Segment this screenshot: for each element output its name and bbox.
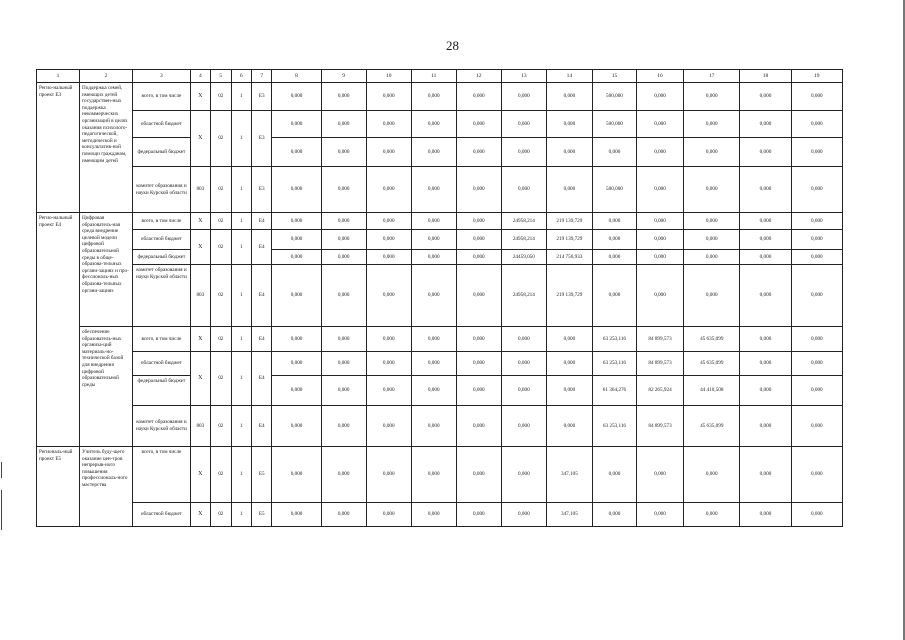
value-cell: 24958,214 [501,213,546,230]
header-cell: 17 [684,70,740,83]
header-cell: 13 [501,70,546,83]
value-cell: 0,000 [684,250,740,265]
value-cell: 61 364,276 [592,376,636,406]
value-cell: 63 253,116 [592,406,636,447]
event-cell: Учитель буду-щего оказание цен-тров непрерыв-ного повышения профессиональ-ного мастерства [80,447,133,527]
table-row [37,327,843,352]
value-cell: 0,000 [411,167,456,213]
value-cell: 0,000 [740,138,791,167]
value-cell: 214 756,933 [546,250,592,265]
value-cell: 0,000 [321,138,366,167]
value-cell: 45 635,099 [684,406,740,447]
value-cell: 0,000 [501,83,546,111]
value-cell: 500,000 [592,111,636,138]
value-cell: 0,000 [321,327,366,352]
code-cell: Е5 [252,503,272,527]
value-cell: 0,000 [272,327,321,352]
value-cell: 0,000 [272,230,321,250]
table-row [37,83,843,111]
source-cell: всего, в том числе [133,83,190,111]
value-cell: 0,000 [546,376,592,406]
event-cell: Поддержка семей, имеющих детей государствен-ных поддержка некоммерческих организаций в целях оказания психолого-педагогической, методической и консультатив-ной помощи гражданам, имеющим детей [80,83,133,213]
value-cell: 0,000 [411,352,456,376]
header-cell: 12 [456,70,501,83]
value-cell: 0,000 [501,376,546,406]
source-cell: федеральный бюджет [133,138,190,167]
value-cell: 0,000 [636,250,683,265]
value-cell: 0,000 [456,111,501,138]
code-cell: X [190,503,210,527]
value-cell: 45 635,099 [684,327,740,352]
value-cell: 0,000 [636,213,683,230]
page-number: 28 [446,38,459,53]
source-cell: комитет образования и науки Курской области [133,265,190,327]
value-cell: 0,000 [411,265,456,327]
value-cell: 0,000 [592,250,636,265]
code-cell: Е3 [252,167,272,213]
value-cell: 0,000 [456,265,501,327]
value-cell: 84 899,573 [636,352,683,376]
value-cell: 0,000 [501,327,546,352]
value-cell: 0,000 [456,213,501,230]
code-cell: X [190,230,210,265]
code-cell: 1 [231,352,251,406]
source-cell: всего, в том числе [133,213,190,230]
value-cell: 0,000 [456,83,501,111]
code-cell: 02 [211,265,231,327]
header-cell: 5 [211,70,231,83]
value-cell: 0,000 [272,250,321,265]
code-cell: 02 [211,111,231,167]
code-cell: Е4 [252,265,272,327]
value-cell: 0,000 [791,138,842,167]
value-cell: 0,000 [366,406,411,447]
source-cell: комитет образования и науки Курской области [133,167,190,213]
value-cell: 0,000 [411,376,456,406]
code-cell: 1 [231,447,251,503]
code-cell: 02 [211,406,231,447]
value-cell: 0,000 [411,250,456,265]
value-cell: 0,000 [366,352,411,376]
value-cell: 0,000 [791,265,842,327]
value-cell: 0,000 [272,111,321,138]
value-cell: 24958,214 [501,230,546,250]
value-cell: 0,000 [366,503,411,527]
value-cell: 0,000 [636,230,683,250]
source-cell: областной бюджет [133,503,190,527]
value-cell: 0,000 [411,406,456,447]
table-row [37,111,843,138]
code-cell: Е4 [252,327,272,352]
value-cell: 0,000 [791,213,842,230]
value-cell: 0,000 [456,352,501,376]
value-cell: 0,000 [501,111,546,138]
source-cell: всего, в том числе [133,447,190,503]
value-cell: 0,000 [321,447,366,503]
value-cell: 0,000 [456,406,501,447]
header-cell: 10 [366,70,411,83]
value-cell: 0,000 [546,83,592,111]
code-cell: 1 [231,265,251,327]
value-cell: 0,000 [636,83,683,111]
table-row [37,138,843,167]
table-row [37,250,843,265]
table-row [37,213,843,230]
value-cell: 0,000 [501,406,546,447]
header-cell: 15 [592,70,636,83]
value-cell: 0,000 [740,250,791,265]
value-cell: 0,000 [636,447,683,503]
code-cell: 803 [190,406,210,447]
value-cell: 0,000 [791,352,842,376]
value-cell: 0,000 [411,111,456,138]
code-cell: X [190,111,210,167]
value-cell: 0,000 [321,213,366,230]
value-cell: 44 410,508 [684,376,740,406]
table-row [37,503,843,527]
value-cell: 0,000 [636,111,683,138]
code-cell: X [190,213,210,230]
value-cell: 0,000 [592,138,636,167]
value-cell: 0,000 [636,138,683,167]
value-cell: 0,000 [366,138,411,167]
value-cell: 0,000 [501,503,546,527]
value-cell: 0,000 [272,265,321,327]
source-cell: федеральный бюджет [133,250,190,265]
code-cell: 02 [211,447,231,503]
value-cell: 0,000 [636,265,683,327]
binding-mark [1,490,2,530]
source-cell: областной бюджет [133,111,190,138]
value-cell: 219 139,729 [546,265,592,327]
value-cell: 0,000 [740,352,791,376]
value-cell: 0,000 [411,327,456,352]
code-cell: 803 [190,265,210,327]
code-cell: 02 [211,327,231,352]
value-cell: 0,000 [546,167,592,213]
value-cell: 219 139,729 [546,230,592,250]
value-cell: 0,000 [684,111,740,138]
value-cell: 0,000 [321,503,366,527]
value-cell: 0,000 [411,83,456,111]
value-cell: 0,000 [791,250,842,265]
header-cell: 16 [636,70,683,83]
value-cell: 0,000 [411,230,456,250]
value-cell: 0,000 [321,265,366,327]
value-cell: 0,000 [684,167,740,213]
value-cell: 0,000 [740,230,791,250]
header-cell: 14 [546,70,592,83]
table-row [37,376,843,406]
value-cell: 0,000 [740,213,791,230]
value-cell: 0,000 [366,213,411,230]
binding-mark [1,462,2,478]
value-cell: 0,000 [321,406,366,447]
table-row [37,167,843,213]
value-cell: 0,000 [272,138,321,167]
code-cell: 1 [231,327,251,352]
value-cell: 0,000 [740,503,791,527]
value-cell: 24958,214 [501,265,546,327]
header-cell: 19 [791,70,842,83]
value-cell: 0,000 [272,447,321,503]
value-cell: 0,000 [791,503,842,527]
value-cell: 0,000 [272,167,321,213]
value-cell: 0,000 [411,213,456,230]
value-cell: 0,000 [791,327,842,352]
value-cell: 82 265,924 [636,376,683,406]
code-cell: 02 [211,352,231,406]
code-cell: 1 [231,111,251,167]
value-cell: 0,000 [546,111,592,138]
value-cell: 0,000 [321,376,366,406]
value-cell: 0,000 [546,406,592,447]
value-cell: 0,000 [411,138,456,167]
project-cell: Регио-нальный проект Е4 [37,213,80,447]
value-cell: 0,000 [791,111,842,138]
value-cell: 0,000 [456,376,501,406]
header-cell: 9 [321,70,366,83]
header-cell: 8 [272,70,321,83]
value-cell: 0,000 [501,352,546,376]
code-cell: Е4 [252,230,272,265]
value-cell: 0,000 [592,265,636,327]
value-cell: 500,000 [592,167,636,213]
code-cell: 02 [211,230,231,265]
table-row [37,406,843,447]
value-cell: 0,000 [456,138,501,167]
code-cell: 1 [231,503,251,527]
value-cell: 219 139,729 [546,213,592,230]
value-cell: 0,000 [546,327,592,352]
value-cell: 0,000 [636,167,683,213]
value-cell: 347,105 [546,503,592,527]
table-row [37,447,843,503]
header-cell: 18 [740,70,791,83]
value-cell: 0,000 [740,376,791,406]
value-cell: 0,000 [272,503,321,527]
header-row [37,70,843,83]
value-cell: 0,000 [684,138,740,167]
source-cell: комитет образования и науки Курской области [133,406,190,447]
value-cell: 0,000 [592,503,636,527]
header-cell: 6 [231,70,251,83]
source-cell: всего, в том числе [133,327,190,352]
value-cell: 0,000 [321,352,366,376]
code-cell: X [190,352,210,406]
value-cell: 0,000 [592,213,636,230]
code-cell: X [190,83,210,111]
value-cell: 0,000 [366,327,411,352]
value-cell: 0,000 [272,83,321,111]
value-cell: 0,000 [272,376,321,406]
value-cell: 0,000 [456,503,501,527]
value-cell: 0,000 [684,230,740,250]
header-cell: 2 [80,70,133,83]
budget-table [36,69,843,527]
value-cell: 0,000 [366,230,411,250]
header-cell: 3 [133,70,190,83]
code-cell: Е3 [252,111,272,167]
value-cell: 84 899,573 [636,406,683,447]
code-cell: 1 [231,167,251,213]
source-cell: федеральный бюджет [133,376,190,406]
value-cell: 0,000 [411,503,456,527]
value-cell: 0,000 [321,83,366,111]
value-cell: 0,000 [321,250,366,265]
value-cell: 0,000 [501,138,546,167]
code-cell: 02 [211,167,231,213]
value-cell: 0,000 [411,447,456,503]
value-cell: 0,000 [740,265,791,327]
table-row [37,352,843,376]
value-cell: 63 253,116 [592,352,636,376]
value-cell: 0,000 [501,447,546,503]
value-cell: 0,000 [791,406,842,447]
value-cell: 0,000 [272,352,321,376]
value-cell: 0,000 [321,230,366,250]
value-cell: 0,000 [366,447,411,503]
value-cell: 0,000 [546,138,592,167]
value-cell: 0,000 [740,327,791,352]
value-cell: 0,000 [791,83,842,111]
value-cell: 84 899,573 [636,327,683,352]
value-cell: 0,000 [684,265,740,327]
value-cell: 0,000 [684,447,740,503]
value-cell: 0,000 [546,352,592,376]
code-cell: Е4 [252,352,272,406]
header-cell: 4 [190,70,210,83]
value-cell: 347,105 [546,447,592,503]
code-cell: Е4 [252,213,272,230]
code-cell: 1 [231,83,251,111]
table-row [37,265,843,327]
code-cell: 1 [231,213,251,230]
value-cell: 0,000 [366,265,411,327]
event-cell: Цифровая образователь-ная среда внедрение целевой модели цифровой образовательной среды в обще-образова-тельных органи-зациях и про-фессиональ-ных образова-тельных органи-зациях [80,213,133,327]
value-cell: 45 635,099 [684,352,740,376]
value-cell: 0,000 [456,250,501,265]
value-cell: 0,000 [321,167,366,213]
value-cell: 0,000 [684,213,740,230]
source-cell: областной бюджет [133,230,190,250]
code-cell: 02 [211,83,231,111]
code-cell: X [190,327,210,352]
value-cell: 500,000 [592,83,636,111]
value-cell: 0,000 [366,167,411,213]
value-cell: 0,000 [740,83,791,111]
value-cell: 0,000 [791,447,842,503]
table-row [37,230,843,250]
event-cell: обеспечение образователь-ных организа-ций материаль-но-технической базой для внедрения цифровой образовательной среды [80,327,133,447]
value-cell: 0,000 [456,167,501,213]
value-cell: 0,000 [456,447,501,503]
code-cell: 02 [211,213,231,230]
value-cell: 0,000 [366,250,411,265]
project-cell: Региональ-ный проект Е5 [37,447,80,527]
header-cell: 1 [37,70,80,83]
value-cell: 0,000 [791,376,842,406]
value-cell: 0,000 [366,83,411,111]
value-cell: 0,000 [684,503,740,527]
value-cell: 0,000 [456,327,501,352]
code-cell: 02 [211,503,231,527]
code-cell: X [190,447,210,503]
header-cell: 11 [411,70,456,83]
value-cell: 0,000 [592,447,636,503]
code-cell: 1 [231,230,251,265]
value-cell: 0,000 [272,406,321,447]
project-cell: Регио-нальный проект Е3 [37,83,80,213]
code-cell: Е4 [252,406,272,447]
value-cell: 0,000 [791,167,842,213]
value-cell: 0,000 [740,167,791,213]
code-cell: 1 [231,406,251,447]
value-cell: 0,000 [321,111,366,138]
value-cell: 0,000 [791,230,842,250]
code-cell: Е3 [252,83,272,111]
value-cell: 0,000 [592,230,636,250]
code-cell: Е5 [252,447,272,503]
source-cell: областной бюджет [133,352,190,376]
code-cell: 803 [190,167,210,213]
value-cell: 0,000 [740,406,791,447]
value-cell: 0,000 [272,213,321,230]
value-cell: 0,000 [636,503,683,527]
value-cell: 0,000 [740,447,791,503]
value-cell: 0,000 [456,230,501,250]
value-cell: 0,000 [740,111,791,138]
value-cell: 0,000 [366,111,411,138]
value-cell: 0,000 [366,376,411,406]
header-cell: 7 [252,70,272,83]
value-cell: 63 253,116 [592,327,636,352]
value-cell: 0,000 [501,167,546,213]
value-cell: 0,000 [684,83,740,111]
value-cell: 24459,050 [501,250,546,265]
